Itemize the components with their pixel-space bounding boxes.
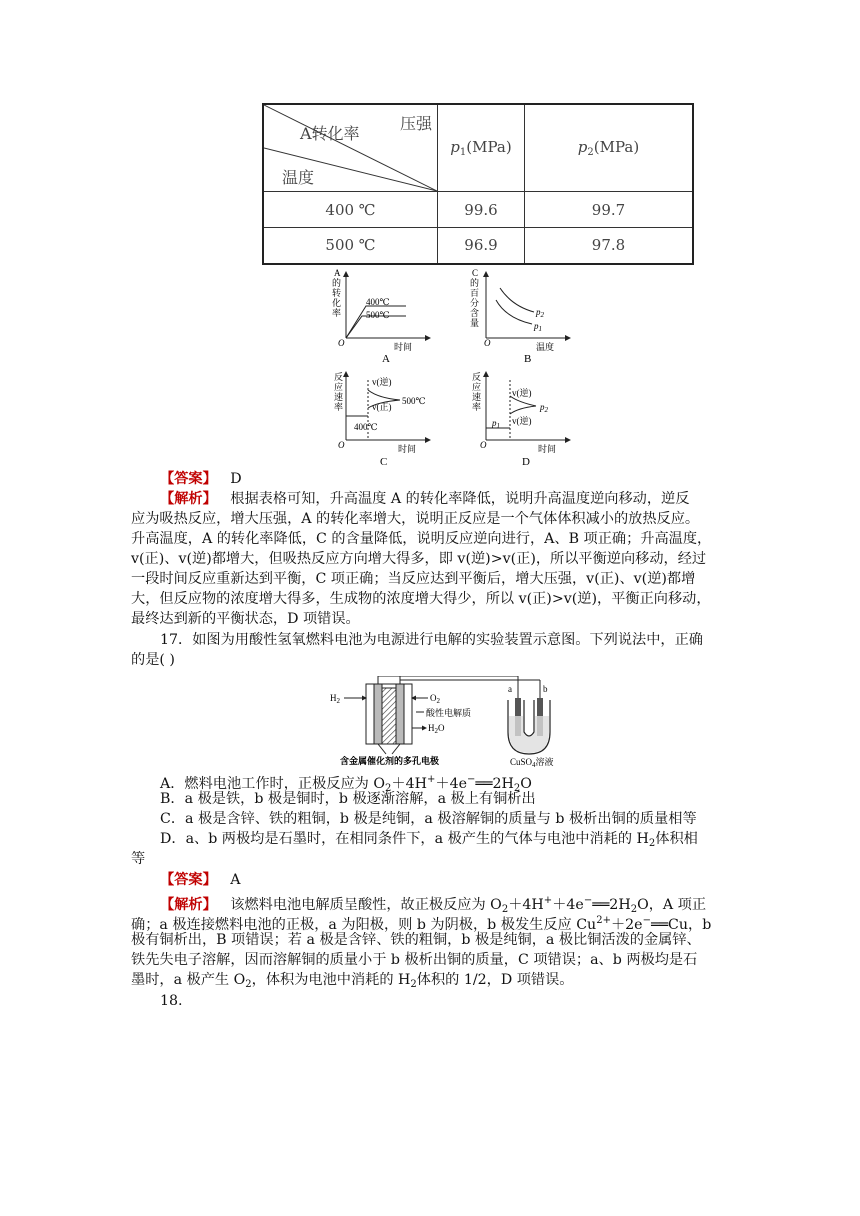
h2-label: $H_2$	[330, 693, 340, 705]
graph-a-line2: 500℃	[366, 310, 390, 320]
q17-analysis-line: 确；a 极连接燃料电池的正极，a 为阳极，则 b 为阴极，b 极发生反应 $Cu^{2+}+2e^-══Cu$，b	[131, 915, 712, 933]
electrode-label: 含金属催化剂的多孔电极	[340, 756, 440, 766]
q16-answer: 【答案】 D	[160, 471, 242, 487]
graph-c-up: v(逆)	[372, 377, 392, 387]
svg-text:p1: $p_1$	[492, 418, 500, 430]
q17-option-d-cont: 等	[131, 851, 146, 867]
corner-right-label: 压强	[400, 114, 433, 133]
cuso4-label: CuSO$_4$溶液	[510, 757, 554, 768]
q17-option-b: B．a 极是铁，b 极是铜时，b 极逐渐溶解，a 极上有铜析出	[160, 791, 536, 807]
q16-analysis-line: 大，但反应物的浓度增大得多，生成物的浓度增大得少，所以 v(正)>v(逆)，平衡正向移动，	[131, 591, 711, 607]
graph-a-ylabel: A 的转化率	[332, 268, 342, 318]
q17-analysis-line: 铁先失电子溶解，因而溶解铜的质量小于 b 极析出铜的质量，C 项错误；a、b 两极均是石	[131, 952, 698, 968]
q16-analysis-line: 应为吸热反应，增大压强，A 的转化率增大，说明正反应是一个气体体积减小的放热反应。	[131, 511, 700, 527]
svg-text:O: O	[338, 338, 345, 348]
q17-option-c: C．a 极是含锌、铁的粗铜，b 极是纯铜，a 极溶解铜的质量与 b 极析出铜的质量相等	[160, 811, 697, 827]
graph-d-up: v(逆)	[512, 388, 532, 398]
q17-stem-cont: 的是( )	[131, 652, 175, 668]
q16-analysis-line: v(正)、v(逆)都增大，但吸热反应方向增大得多，即 v(逆)>v(正)，所以平衡逆向移动，经过	[131, 551, 707, 567]
graph-b-caption: B	[524, 353, 532, 365]
q17-analysis-line: 【解析】 该燃料电池电解质呈酸性，故正极反应为 $O_2+4H^++4e^-══2H_2O$，A 项正	[160, 895, 707, 915]
graph-c	[334, 371, 430, 468]
svg-text:a: a	[508, 684, 512, 694]
conversion-table	[262, 103, 694, 265]
svg-text:时间: 时间	[394, 342, 413, 352]
q17-stem: 17．如图为用酸性氢氧燃料电池为电源进行电解的实验装置示意图。下列说法中，正确	[160, 632, 703, 648]
graph-a	[332, 268, 430, 365]
graph-d-caption: D	[522, 456, 530, 468]
graph-a-line1: 400℃	[366, 297, 390, 307]
q17-analysis-line: 极有铜析出，B 项错误；若 a 极是含锌、铁的粗铜，b 极是纯铜，a 极比铜活泼的金属锌、	[131, 932, 701, 948]
col1-header: $p_1(MPa)$	[438, 104, 525, 192]
svg-text:O: O	[338, 440, 345, 450]
graph-d	[472, 371, 570, 468]
graph-c-ylabel: 反应速率	[334, 372, 344, 412]
q18-number: 18.	[160, 993, 183, 1009]
svg-text:b: b	[543, 684, 548, 694]
svg-text:400℃: 400℃	[354, 422, 378, 432]
graph-a-caption: A	[382, 353, 390, 365]
o2-label: $O_2$	[430, 693, 440, 705]
svg-text:时间: 时间	[538, 444, 557, 454]
svg-text:O: O	[484, 338, 491, 348]
q16-analysis-line: 一段时间反应重新达到平衡，C 项正确；当反应达到平衡后，增大压强，v(正)、v(逆)都增	[131, 571, 696, 587]
col2-header: $p_2(MPa)$	[525, 104, 694, 192]
q17-option-a: A．燃料电池工作时，正极反应为 $O_2+4H^++4e^-══2H_2O$	[160, 774, 532, 794]
svg-text:时间: 时间	[398, 444, 417, 454]
graph-b-ylabel: C 的百分含量	[470, 268, 480, 328]
graph-c-caption: C	[380, 456, 388, 468]
q16-analysis-line: 最终达到新的平衡状态，D 项错误。	[131, 611, 360, 627]
corner-top-label: A转化率	[300, 124, 360, 143]
corner-bottom-label: 温度	[282, 168, 315, 187]
table-row: 400 ℃ 99.6 99.7	[263, 192, 693, 228]
electrolysis-figure	[330, 676, 570, 768]
electrolyte-label: 酸性电解质	[426, 708, 472, 718]
corner-cell	[263, 104, 438, 192]
q17-option-d: D．a、b 两极均是石墨时，在相同条件下，a 极产生的气体与电池中消耗的 $H_2$体积相	[160, 831, 698, 849]
svg-text:O: O	[480, 440, 487, 450]
q17-answer: 【答案】 A	[160, 872, 241, 888]
graph-b	[470, 268, 570, 365]
graphs-figure	[320, 268, 580, 468]
svg-text:温度: 温度	[536, 342, 555, 352]
q16-analysis-line: 升高温度，A 的转化率降低，C 的含量降低，说明反应逆向进行，A、B 项正确；升高温度，	[131, 531, 712, 547]
graph-d-ylabel: 反应速率	[472, 372, 482, 412]
graph-c-down: v(正)	[372, 402, 392, 412]
q17-analysis-line: 墨时，a 极产生 $O_2$，体积为电池中消耗的 $H_2$体积的 1/2，D 项错误。	[131, 972, 574, 990]
q16-analysis-line: 【解析】 根据表格可知，升高温度 A 的转化率降低，说明升高温度逆向移动，逆反	[160, 491, 690, 507]
h2o-label: $H_2O$	[428, 723, 445, 735]
graph-b-line2: $p_1$	[534, 321, 542, 333]
graph-d-down: v(逆)	[512, 416, 532, 426]
svg-text:500℃: 500℃	[402, 396, 426, 406]
svg-text:p2: $p_2$	[540, 402, 548, 414]
graph-b-line1: $p_2$	[536, 307, 544, 319]
table-row: 500 ℃ 96.9 97.8	[263, 228, 693, 264]
